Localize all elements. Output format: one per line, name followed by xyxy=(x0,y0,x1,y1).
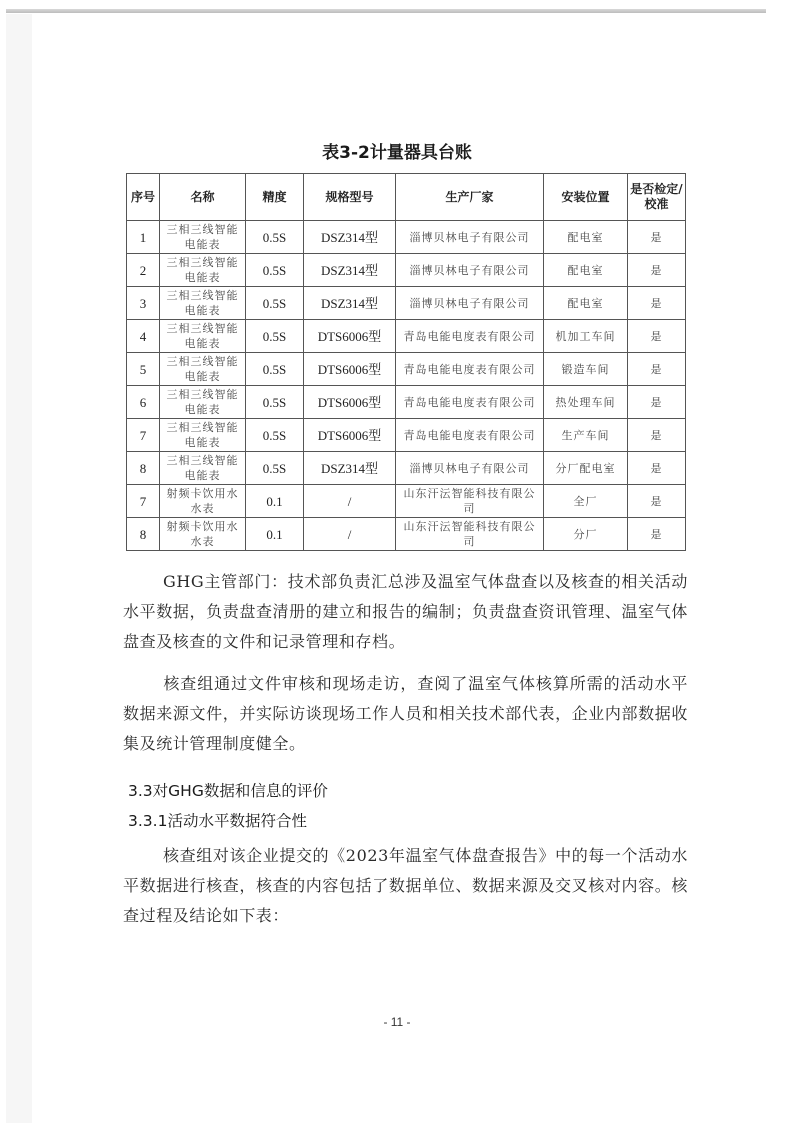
paragraph-ghg-department xyxy=(123,567,688,657)
cell-model: DSZ314型 xyxy=(304,254,396,287)
cell-name: 三相三线智能电能表 xyxy=(160,254,246,287)
cell-model: DSZ314型 xyxy=(304,221,396,254)
cell-manufacturer: 山东汗沄智能科技有限公司 xyxy=(396,518,544,551)
cell-location: 锻造车间 xyxy=(544,353,628,386)
cell-model: DTS6006型 xyxy=(304,320,396,353)
cell-accuracy: 0.5S xyxy=(246,287,304,320)
paragraph-text: 核查组通过文件审核和现场走访，查阅了温室气体核算所需的活动水平数据来源文件，并实际访谈现场工作人员和相关技术部代表，企业内部数据收集及统计管理制度健全。 xyxy=(123,674,688,753)
cell-model: DTS6006型 xyxy=(304,353,396,386)
cell-name: 三相三线智能电能表 xyxy=(160,221,246,254)
cell-name: 射频卡饮用水水表 xyxy=(160,518,246,551)
cell-manufacturer: 青岛电能电度表有限公司 xyxy=(396,419,544,452)
table-row xyxy=(127,320,686,353)
cell-accuracy: 0.1 xyxy=(246,485,304,518)
header-no: 序号 xyxy=(127,174,160,221)
table-title: 表3-2计量器具台账 xyxy=(322,143,472,163)
cell-calibrated: 是 xyxy=(628,353,686,386)
paragraph-verification-process xyxy=(123,669,688,759)
cell-no: 3 xyxy=(127,287,160,320)
cell-location: 配电室 xyxy=(544,221,628,254)
cell-calibrated: 是 xyxy=(628,485,686,518)
cell-manufacturer: 淄博贝林电子有限公司 xyxy=(396,254,544,287)
table-row xyxy=(127,221,686,254)
table-row xyxy=(127,353,686,386)
header-model: 规格型号 xyxy=(304,174,396,221)
cell-no: 8 xyxy=(127,452,160,485)
cell-no: 2 xyxy=(127,254,160,287)
table-row xyxy=(127,485,686,518)
cell-manufacturer: 淄博贝林电子有限公司 xyxy=(396,287,544,320)
table-row xyxy=(127,419,686,452)
cell-no: 1 xyxy=(127,221,160,254)
header-manufacturer: 生产厂家 xyxy=(396,174,544,221)
cell-accuracy: 0.5S xyxy=(246,353,304,386)
cell-model: / xyxy=(304,518,396,551)
cell-accuracy: 0.5S xyxy=(246,419,304,452)
cell-name: 射频卡饮用水水表 xyxy=(160,485,246,518)
cell-location: 机加工车间 xyxy=(544,320,628,353)
cell-manufacturer: 淄博贝林电子有限公司 xyxy=(396,221,544,254)
cell-no: 6 xyxy=(127,386,160,419)
paragraph-activity-data xyxy=(123,841,688,931)
cell-location: 分厂 xyxy=(544,518,628,551)
cell-calibrated: 是 xyxy=(628,320,686,353)
paragraph-text: 核查组对该企业提交的《2023年温室气体盘查报告》中的每一个活动水平数据进行核查，核查的内容包括了数据单位、数据来源及交叉核对内容。核查过程及结论如下表： xyxy=(123,846,688,925)
cell-accuracy: 0.1 xyxy=(246,518,304,551)
header-name: 名称 xyxy=(160,174,246,221)
cell-name: 三相三线智能电能表 xyxy=(160,353,246,386)
cell-location: 热处理车间 xyxy=(544,386,628,419)
cell-no: 8 xyxy=(127,518,160,551)
paragraph-text: GHG主管部门：技术部负责汇总涉及温室气体盘查以及核查的相关活动水平数据，负责盘查清册的建立和报告的编制；负责盘查资讯管理、温室气体盘查及核查的文件和记录管理和存档。 xyxy=(123,572,688,651)
cell-model: / xyxy=(304,485,396,518)
cell-accuracy: 0.5S xyxy=(246,254,304,287)
table-row xyxy=(127,254,686,287)
cell-accuracy: 0.5S xyxy=(246,386,304,419)
cell-location: 配电室 xyxy=(544,254,628,287)
cell-manufacturer: 青岛电能电度表有限公司 xyxy=(396,386,544,419)
cell-accuracy: 0.5S xyxy=(246,221,304,254)
cell-calibrated: 是 xyxy=(628,419,686,452)
cell-model: DSZ314型 xyxy=(304,452,396,485)
header-accuracy: 精度 xyxy=(246,174,304,221)
cell-model: DTS6006型 xyxy=(304,419,396,452)
cell-accuracy: 0.5S xyxy=(246,452,304,485)
cell-no: 5 xyxy=(127,353,160,386)
cell-name: 三相三线智能电能表 xyxy=(160,386,246,419)
cell-manufacturer: 青岛电能电度表有限公司 xyxy=(396,320,544,353)
cell-manufacturer: 山东汗沄智能科技有限公司 xyxy=(396,485,544,518)
section-heading-3-3-1: 3.3.1活动水平数据符合性 xyxy=(128,812,307,830)
cell-location: 分厂配电室 xyxy=(544,452,628,485)
cell-model: DSZ314型 xyxy=(304,287,396,320)
cell-location: 生产车间 xyxy=(544,419,628,452)
cell-accuracy: 0.5S xyxy=(246,320,304,353)
cell-calibrated: 是 xyxy=(628,518,686,551)
cell-manufacturer: 青岛电能电度表有限公司 xyxy=(396,353,544,386)
cell-name: 三相三线智能电能表 xyxy=(160,287,246,320)
table-row xyxy=(127,386,686,419)
cell-calibrated: 是 xyxy=(628,254,686,287)
cell-no: 7 xyxy=(127,419,160,452)
cell-manufacturer: 淄博贝林电子有限公司 xyxy=(396,452,544,485)
table-row xyxy=(127,518,686,551)
measuring-instrument-ledger-table xyxy=(126,173,686,551)
cell-location: 全厂 xyxy=(544,485,628,518)
table-header-row xyxy=(127,174,686,221)
cell-calibrated: 是 xyxy=(628,287,686,320)
cell-calibrated: 是 xyxy=(628,386,686,419)
table-row xyxy=(127,452,686,485)
cell-name: 三相三线智能电能表 xyxy=(160,452,246,485)
section-heading-3-3: 3.3对GHG数据和信息的评价 xyxy=(128,782,328,800)
cell-model: DTS6006型 xyxy=(304,386,396,419)
cell-name: 三相三线智能电能表 xyxy=(160,320,246,353)
scan-top-edge xyxy=(6,9,766,13)
cell-name: 三相三线智能电能表 xyxy=(160,419,246,452)
scan-left-edge xyxy=(6,14,32,1123)
cell-location: 配电室 xyxy=(544,287,628,320)
page-number: - 11 - xyxy=(383,1015,411,1029)
table-row xyxy=(127,287,686,320)
cell-no: 4 xyxy=(127,320,160,353)
cell-no: 7 xyxy=(127,485,160,518)
cell-calibrated: 是 xyxy=(628,221,686,254)
header-location: 安装位置 xyxy=(544,174,628,221)
header-calibrated: 是否检定/校准 xyxy=(628,174,686,221)
cell-calibrated: 是 xyxy=(628,452,686,485)
